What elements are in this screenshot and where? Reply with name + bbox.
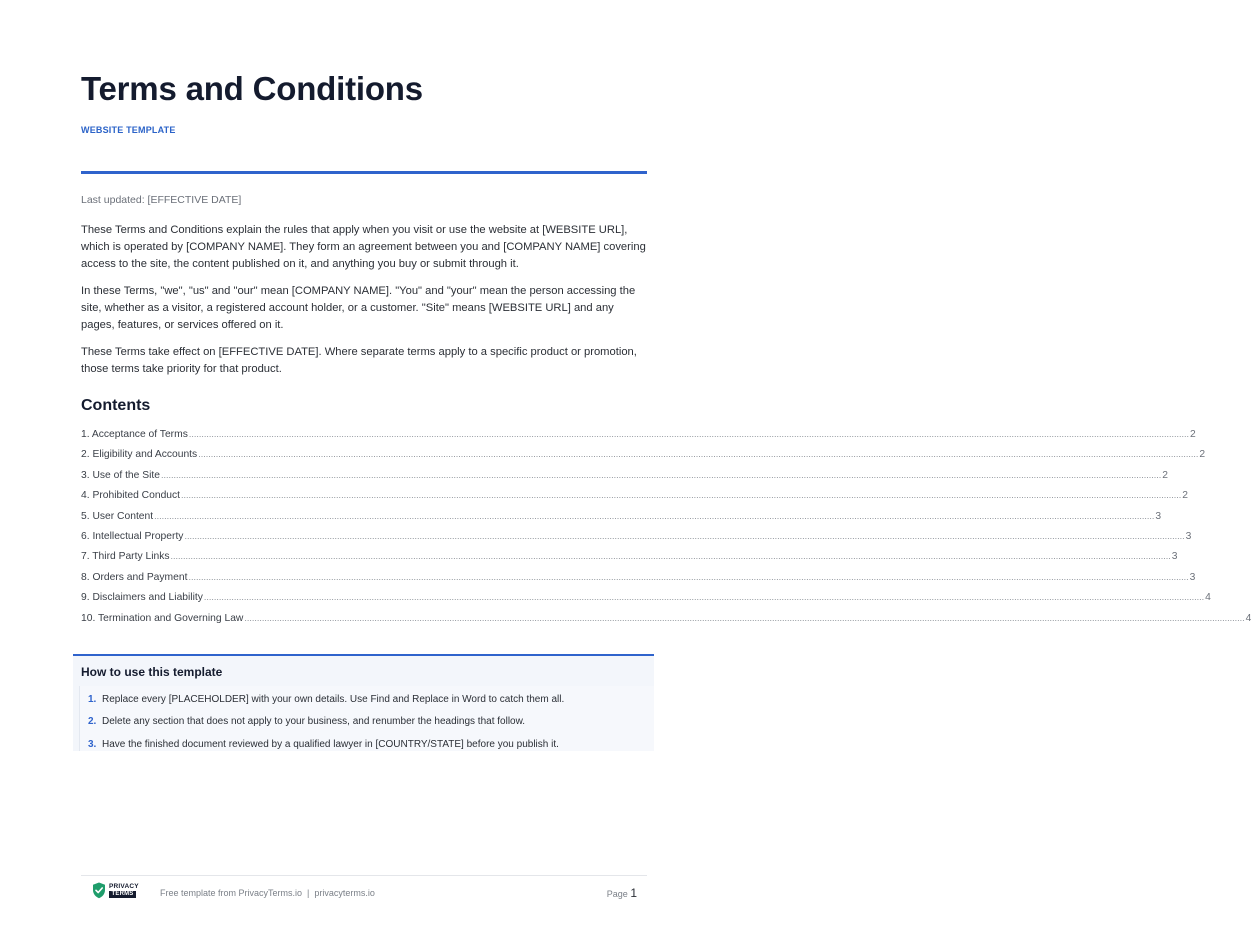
howto-item-text: Replace every [PLACEHOLDER] with your own details. Use Find and Replace in Word to catch them all. bbox=[102, 693, 565, 705]
howto-item bbox=[88, 711, 643, 734]
toc-item[interactable] bbox=[81, 449, 1206, 469]
intro-paragraph-1: These Terms and Conditions explain the rules that apply when you visit or use the website at [WEBSITE URL], which is operated by [COMPANY NAME]. They form an agreement between you and [COMPANY NAME] covering access to the site, the content published on it, and anything you buy or submit through it. bbox=[81, 224, 646, 270]
howto-item-number: 3. bbox=[88, 738, 97, 750]
toc-item-label: 1. Acceptance of Terms bbox=[81, 429, 188, 440]
toc-item-label: 5. User Content bbox=[81, 510, 154, 522]
toc-item-label: 2. Eligibility and Accounts bbox=[81, 449, 198, 461]
toc-item[interactable] bbox=[81, 551, 1178, 571]
toc-leader: ................................................................................................................................................................................................................................................................................................................................................................................................................ bbox=[161, 469, 1162, 480]
toc-item[interactable] bbox=[81, 490, 1188, 510]
toc-leader: ................................................................................................................................................................................................................................................................................................................................................................................................................ bbox=[188, 571, 1189, 582]
intro-paragraph-3: These Terms take effect on [EFFECTIVE DATE]. Where separate terms apply to a specific product or promotion, those terms take priority for that product. bbox=[81, 346, 637, 375]
toc-item[interactable] bbox=[81, 429, 1196, 449]
page-title: Terms and Conditions bbox=[81, 70, 423, 107]
page-label: Page bbox=[606, 889, 628, 899]
toc-item[interactable] bbox=[81, 510, 1162, 531]
toc-item-page: 3 bbox=[1155, 510, 1162, 522]
toc-item-page: 2 bbox=[1182, 490, 1188, 502]
logo-text-terms: TERMS bbox=[109, 891, 136, 898]
toc-item-page: 3 bbox=[1189, 571, 1196, 583]
footer-credit: Free template from PrivacyTerms.io | privacyterms.io bbox=[160, 888, 375, 898]
toc-item-page: 2 bbox=[1199, 449, 1206, 461]
toc-item-page: 3 bbox=[1171, 551, 1178, 563]
howto-list bbox=[88, 688, 643, 756]
howto-item bbox=[88, 733, 643, 756]
toc-item-label: 4. Prohibited Conduct bbox=[81, 490, 181, 502]
toc-item-label: 9. Disclaimers and Liability bbox=[81, 592, 203, 604]
toc-leader: ................................................................................................................................................................................................................................................................................................................................................................................................................ bbox=[154, 510, 1155, 521]
howto-title: How to use this template bbox=[81, 665, 223, 679]
toc-leader: ................................................................................................................................................................................................................................................................................................................................................................................................................ bbox=[181, 490, 1182, 501]
toc-item-label: 7. Third Party Links bbox=[81, 551, 170, 563]
page-subtitle: WEBSITE TEMPLATE bbox=[81, 125, 176, 135]
howto-item-number: 1. bbox=[88, 693, 97, 705]
toc-item-label: 8. Orders and Payment bbox=[81, 571, 188, 583]
footer-page-number bbox=[607, 886, 637, 900]
toc-item[interactable] bbox=[81, 571, 1196, 592]
toc-item[interactable] bbox=[81, 612, 1251, 633]
howto-item-number: 2. bbox=[88, 716, 97, 728]
howto-item bbox=[88, 688, 643, 711]
toc-item-label: 10. Termination and Governing Law bbox=[81, 612, 244, 624]
howto-callout bbox=[73, 654, 654, 751]
privacy-terms-logo bbox=[92, 882, 146, 900]
table-of-contents bbox=[81, 429, 1251, 633]
toc-leader: ................................................................................................................................................................................................................................................................................................................................................................................................................ bbox=[203, 592, 1205, 603]
toc-item[interactable] bbox=[81, 469, 1168, 490]
logo-text-privacy: PRIVACY bbox=[109, 883, 139, 890]
page-number: 1 bbox=[630, 886, 637, 900]
toc-item-label: 6. Intellectual Property bbox=[81, 530, 184, 542]
toc-item[interactable] bbox=[81, 530, 1192, 551]
toc-leader: ................................................................................................................................................................................................................................................................................................................................................................................................................ bbox=[198, 449, 1199, 460]
toc-item-label: 3. Use of the Site bbox=[81, 469, 160, 481]
toc-item[interactable] bbox=[81, 592, 1211, 612]
howto-item-text: Delete any section that does not apply to your business, and renumber the headings that follow. bbox=[102, 716, 526, 728]
toc-item-page: 4 bbox=[1205, 592, 1211, 604]
contents-heading: Contents bbox=[81, 397, 151, 414]
toc-leader: ................................................................................................................................................................................................................................................................................................................................................................................................................ bbox=[188, 429, 1190, 439]
toc-item-page: 3 bbox=[1185, 530, 1192, 542]
toc-leader: ................................................................................................................................................................................................................................................................................................................................................................................................................ bbox=[170, 551, 1171, 562]
toc-item-page: 2 bbox=[1162, 469, 1168, 481]
toc-leader: ................................................................................................................................................................................................................................................................................................................................................................................................................ bbox=[244, 612, 1245, 623]
intro-paragraph-2: In these Terms, "we", "us" and "our" mean [COMPANY NAME]. "You" and "your" mean the person accessing the site, whether as a visitor, a registered account holder, or a customer. "Site" means [WEBSITE URL] and any pages, features, or services offered on it. bbox=[81, 285, 636, 331]
toc-item-page: 4 bbox=[1245, 612, 1251, 624]
toc-leader: ................................................................................................................................................................................................................................................................................................................................................................................................................ bbox=[184, 530, 1185, 541]
last-updated: Last updated: [EFFECTIVE DATE] bbox=[81, 194, 242, 206]
howto-item-text: Have the finished document reviewed by a qualified lawyer in [COUNTRY/STATE] before you publish it. bbox=[102, 738, 559, 750]
shield-check-icon bbox=[92, 882, 106, 899]
toc-item-page: 2 bbox=[1190, 429, 1196, 440]
footer-divider bbox=[81, 875, 647, 876]
title-divider bbox=[81, 171, 647, 174]
